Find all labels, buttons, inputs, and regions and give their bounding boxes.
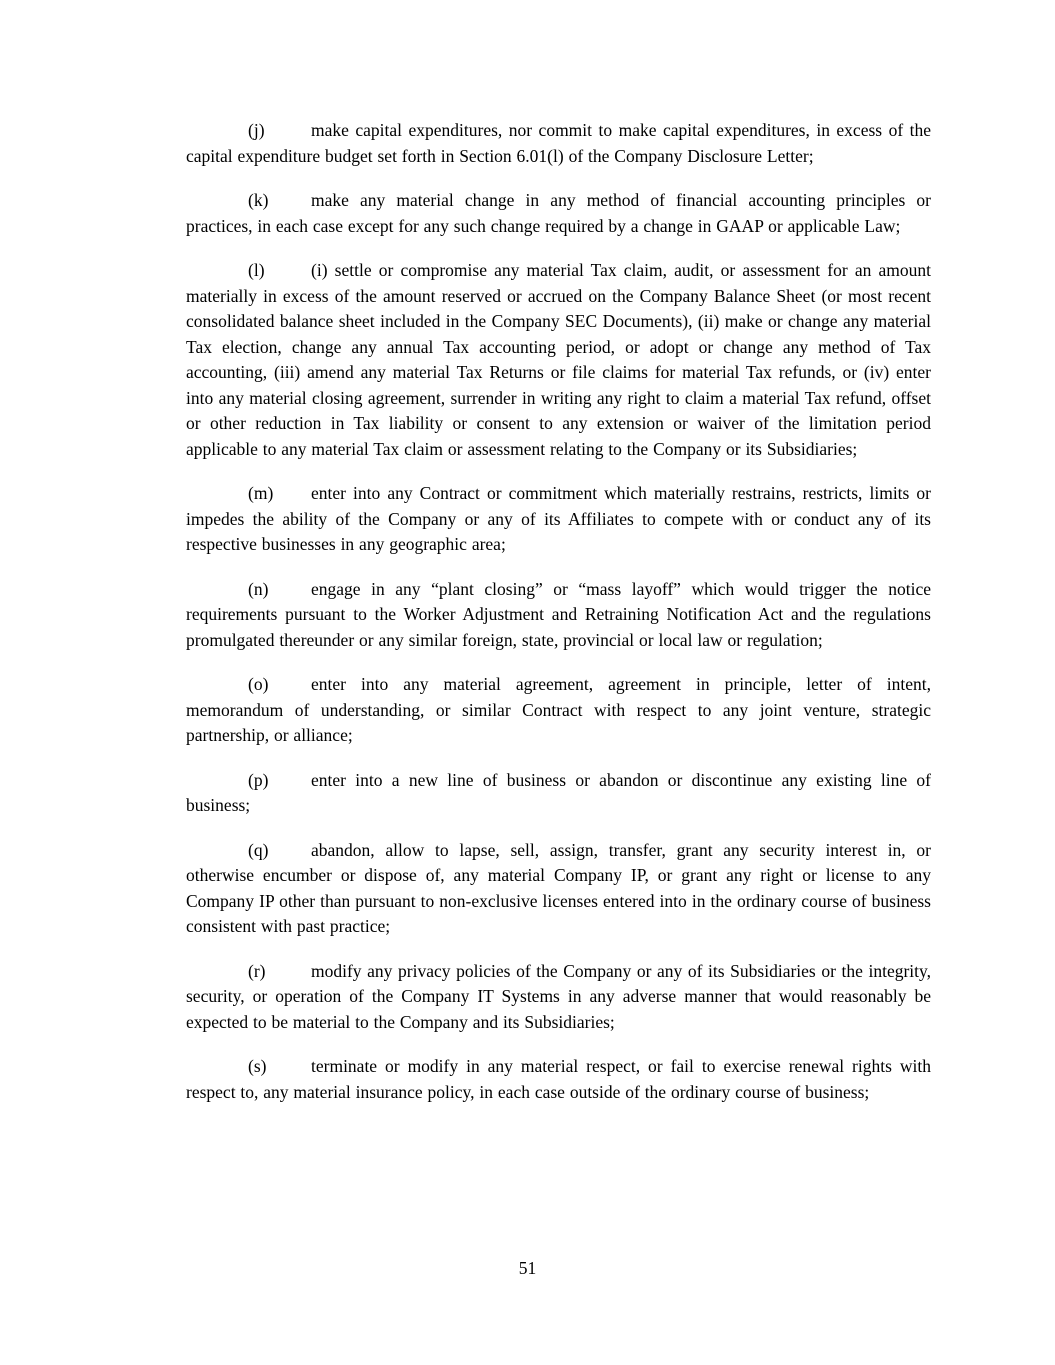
paragraph-p bbox=[186, 768, 931, 819]
paragraph-text: enter into any Contract or commitment which materially restrains, restricts, limits or impedes the ability of the Company or any of its Affiliates to compete with or conduct any of its respective businesses in any geographic area; bbox=[186, 483, 931, 554]
paragraph-label: (k) bbox=[248, 190, 269, 210]
paragraph-r bbox=[186, 959, 931, 1036]
paragraph-label: (n) bbox=[248, 578, 269, 599]
paragraph-text: make capital expenditures, nor commit to make capital expenditures, in excess of the capital expenditure budget set forth in Section 6.01(l) of the Company Disclosure Letter; bbox=[186, 120, 931, 166]
paragraph-label: (q) bbox=[248, 839, 269, 860]
paragraph-m bbox=[186, 481, 931, 558]
paragraph-label: (m) bbox=[248, 483, 274, 503]
document-body bbox=[186, 118, 931, 1124]
paragraph-label: (s) bbox=[248, 1056, 267, 1076]
paragraph-text: modify any privacy policies of the Company or any of its Subsidiaries or the integrity, security, or operation of the Company IT Systems in any adverse manner that would reasonably be expected to be material to the Company and its Subsidiaries; bbox=[186, 960, 931, 1032]
paragraph-o bbox=[186, 672, 931, 749]
paragraph-label: (j) bbox=[248, 120, 265, 140]
paragraph-n bbox=[186, 577, 931, 654]
paragraph-q bbox=[186, 838, 931, 940]
paragraph-text: (i) settle or compromise any material Tax claim, audit, or assessment for an amount materially in excess of the amount reserved or accrued on the Company Balance Sheet (or most recent consolidated balance sheet included in the Company SEC Documents), (ii) make or change any material Tax election, change any annual Tax accounting period, or adopt or change any method of Tax accounting, (iii) amend any material Tax Returns or file claims for material Tax refunds, or (iv) enter into any material closing agreement, surrender in writing any right to claim a material Tax refund, offset or other reduction in Tax liability or consent to any extension or waiver of the limitation period applicable to any material Tax claim or assessment relating to the Company or its Subsidiaries; bbox=[186, 260, 931, 459]
paragraph-label: (r) bbox=[248, 960, 266, 981]
paragraph-text: engage in any “plant closing” or “mass layoff” which would trigger the notice requirements pursuant to the Worker Adjustment and Retraining Notification Act and the regulations promulgated thereunder or any similar foreign, state, provincial or local law or regulation; bbox=[186, 578, 931, 650]
paragraph-j bbox=[186, 118, 931, 169]
paragraph-label: (o) bbox=[248, 674, 269, 694]
paragraph-text: abandon, allow to lapse, sell, assign, transfer, grant any security interest in, or otherwise encumber or dispose of, any material Company IP, or grant any right or license to any Company IP other than pursuant to non-exclusive licenses entered into in the ordinary course of business consistent with past practice; bbox=[186, 839, 931, 936]
page-number: 51 bbox=[518, 1258, 537, 1278]
paragraph-l bbox=[186, 258, 931, 462]
paragraph-text: terminate or modify in any material respect, or fail to exercise renewal rights with respect to, any material insurance policy, in each case outside of the ordinary course of business; bbox=[186, 1056, 931, 1102]
paragraph-label: (l) bbox=[248, 260, 265, 280]
paragraph-k bbox=[186, 188, 931, 239]
paragraph-text: enter into a new line of business or abandon or discontinue any existing line of business; bbox=[186, 769, 931, 815]
paragraph-s bbox=[186, 1054, 931, 1105]
paragraph-text: enter into any material agreement, agreement in principle, letter of intent, memorandum of understanding, or similar Contract with respect to any joint venture, strategic partnership, or alliance; bbox=[186, 674, 931, 745]
paragraph-text: make any material change in any method of financial accounting principles or practices, in each case except for any such change required by a change in GAAP or applicable Law; bbox=[186, 190, 931, 236]
paragraph-label: (p) bbox=[248, 769, 269, 790]
